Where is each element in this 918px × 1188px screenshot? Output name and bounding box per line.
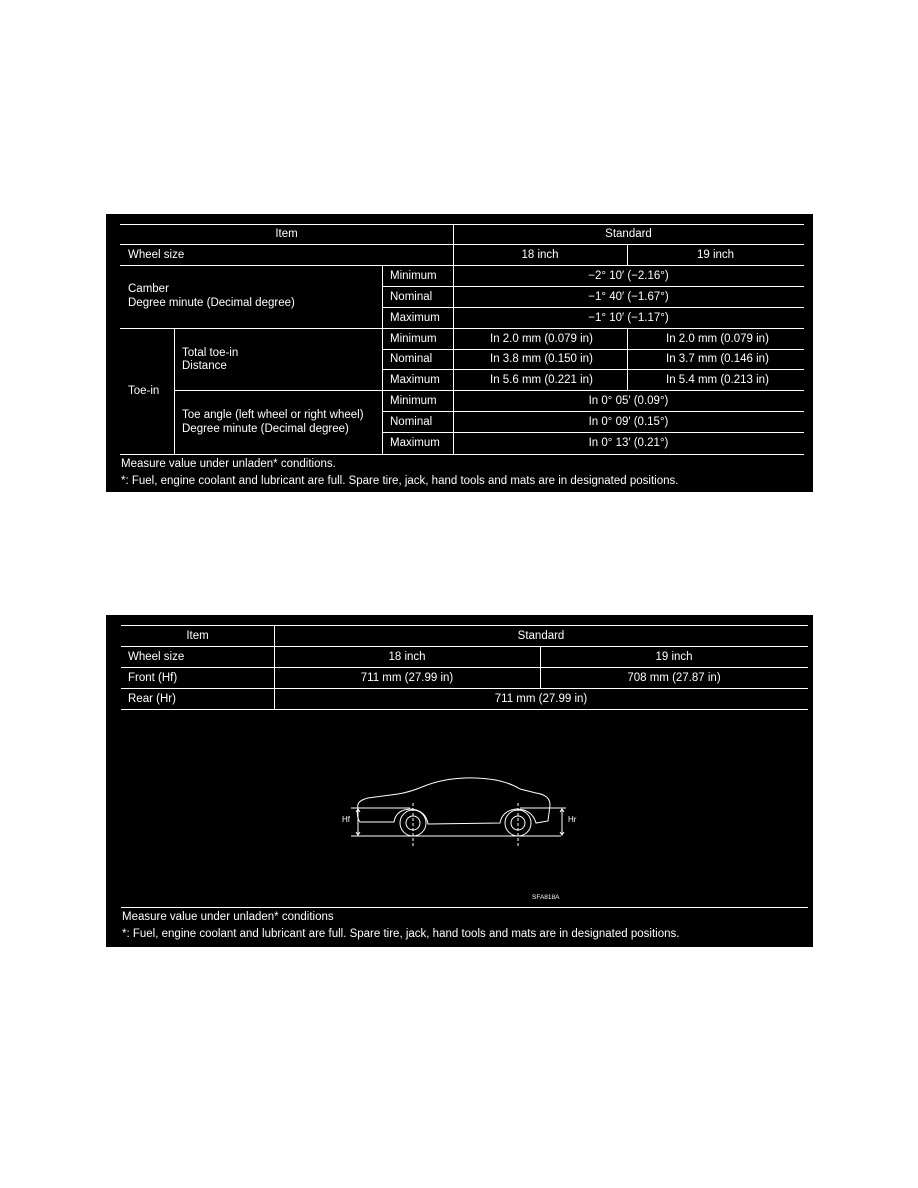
- camber-max-label: Maximum: [390, 312, 440, 324]
- table-rule: [627, 328, 628, 390]
- wheel-size-18: 18 inch: [388, 651, 426, 663]
- wheel-size-19: 19 inch: [655, 651, 693, 663]
- total-toe-nom-label: Nominal: [390, 353, 433, 365]
- table-rule: [382, 411, 804, 412]
- table-rule: [121, 709, 808, 710]
- camber-unit-label: Degree minute (Decimal degree): [128, 297, 295, 309]
- wheel-size-19: 19 inch: [696, 249, 735, 261]
- total-toe-max-19: In 5.4 mm (0.213 in): [666, 374, 769, 386]
- figure-code: SFA818A: [532, 894, 560, 901]
- table-rule: [382, 265, 383, 454]
- camber-nom-label: Nominal: [390, 291, 433, 303]
- toe-angle-nom-value: In 0° 09′ (0.15°): [588, 416, 669, 428]
- toe-angle-max-label: Maximum: [390, 437, 440, 449]
- table-rule: [121, 667, 808, 668]
- camber-min-label: Minimum: [390, 270, 437, 282]
- front-hf-18: 711 mm (27.99 in): [360, 672, 454, 684]
- wheel-size-18: 18 inch: [521, 249, 559, 261]
- header-item: Item: [186, 630, 209, 642]
- toe-angle-min-label: Minimum: [390, 395, 437, 407]
- table-rule: [382, 286, 804, 287]
- toe-angle-label: Toe angle (left wheel or right wheel): [182, 409, 364, 421]
- total-toe-in-label: Total toe-in: [182, 347, 239, 359]
- table-rule: [121, 646, 808, 647]
- camber-max-value: −1° 10′ (−1.17°): [588, 312, 669, 324]
- table-rule: [382, 349, 804, 350]
- wheel-size-label: Wheel size: [128, 651, 185, 663]
- hf-diagram-label: Hf: [342, 815, 350, 824]
- total-toe-min-19: In 2.0 mm (0.079 in): [666, 333, 769, 345]
- rear-hr-value: 711 mm (27.99 in): [494, 693, 588, 705]
- table-rule: [120, 244, 804, 245]
- unladen-footnote: *: Fuel, engine coolant and lubricant are full. Spare tire, jack, hand tools and mats are in designated positions.: [121, 475, 679, 487]
- hr-diagram-label: Hr: [568, 815, 577, 824]
- total-toe-nom-18: In 3.8 mm (0.150 in): [490, 353, 593, 365]
- wheel-size-label: Wheel size: [128, 249, 185, 261]
- total-toe-max-18: In 5.6 mm (0.221 in): [490, 374, 593, 386]
- unladen-note: Measure value under unladen* conditions.: [121, 458, 336, 470]
- vehicle-height-diagram: [336, 765, 576, 885]
- toe-angle-nom-label: Nominal: [390, 416, 433, 428]
- table-border-top: [121, 625, 808, 626]
- ground-clearance-panel: [106, 615, 813, 947]
- toe-angle-max-value: In 0° 13′ (0.21°): [588, 437, 669, 449]
- total-toe-min-label: Minimum: [390, 333, 437, 345]
- table-rule: [174, 390, 804, 391]
- toe-angle-unit: Degree minute (Decimal degree): [182, 423, 349, 435]
- table-rule: [382, 369, 804, 370]
- header-standard: Standard: [605, 228, 652, 240]
- total-toe-in-unit: Distance: [182, 360, 227, 372]
- total-toe-nom-19: In 3.7 mm (0.146 in): [666, 353, 769, 365]
- unladen-note: Measure value under unladen* conditions: [122, 911, 334, 923]
- table-border-bottom: [120, 454, 804, 455]
- front-hf-label: Front (Hf): [128, 672, 178, 684]
- rear-hr-label: Rear (Hr): [128, 693, 176, 705]
- header-standard: Standard: [517, 630, 565, 642]
- front-hf-19: 708 mm (27.87 in): [627, 672, 721, 684]
- table-rule: [121, 688, 808, 689]
- table-rule: [121, 907, 808, 908]
- table-border-top: [120, 224, 804, 225]
- camber-nom-value: −1° 40′ (−1.67°): [588, 291, 669, 303]
- table-rule: [120, 265, 804, 266]
- table-rule: [382, 432, 804, 433]
- table-rule: [174, 328, 175, 454]
- camber-label: Camber: [128, 283, 169, 295]
- header-item: Item: [275, 228, 298, 240]
- toe-in-label: Toe-in: [128, 385, 160, 397]
- unladen-footnote: *: Fuel, engine coolant and lubricant are full. Spare tire, jack, hand tools and mats are in designated positions.: [122, 928, 680, 940]
- total-toe-min-18: In 2.0 mm (0.079 in): [490, 333, 593, 345]
- wheel-alignment-panel: [106, 214, 813, 492]
- total-toe-max-label: Maximum: [390, 374, 440, 386]
- toe-angle-min-value: In 0° 05′ (0.09°): [588, 395, 669, 407]
- table-rule: [382, 307, 804, 308]
- camber-min-value: −2° 10′ (−2.16°): [588, 270, 669, 282]
- table-rule: [120, 328, 804, 329]
